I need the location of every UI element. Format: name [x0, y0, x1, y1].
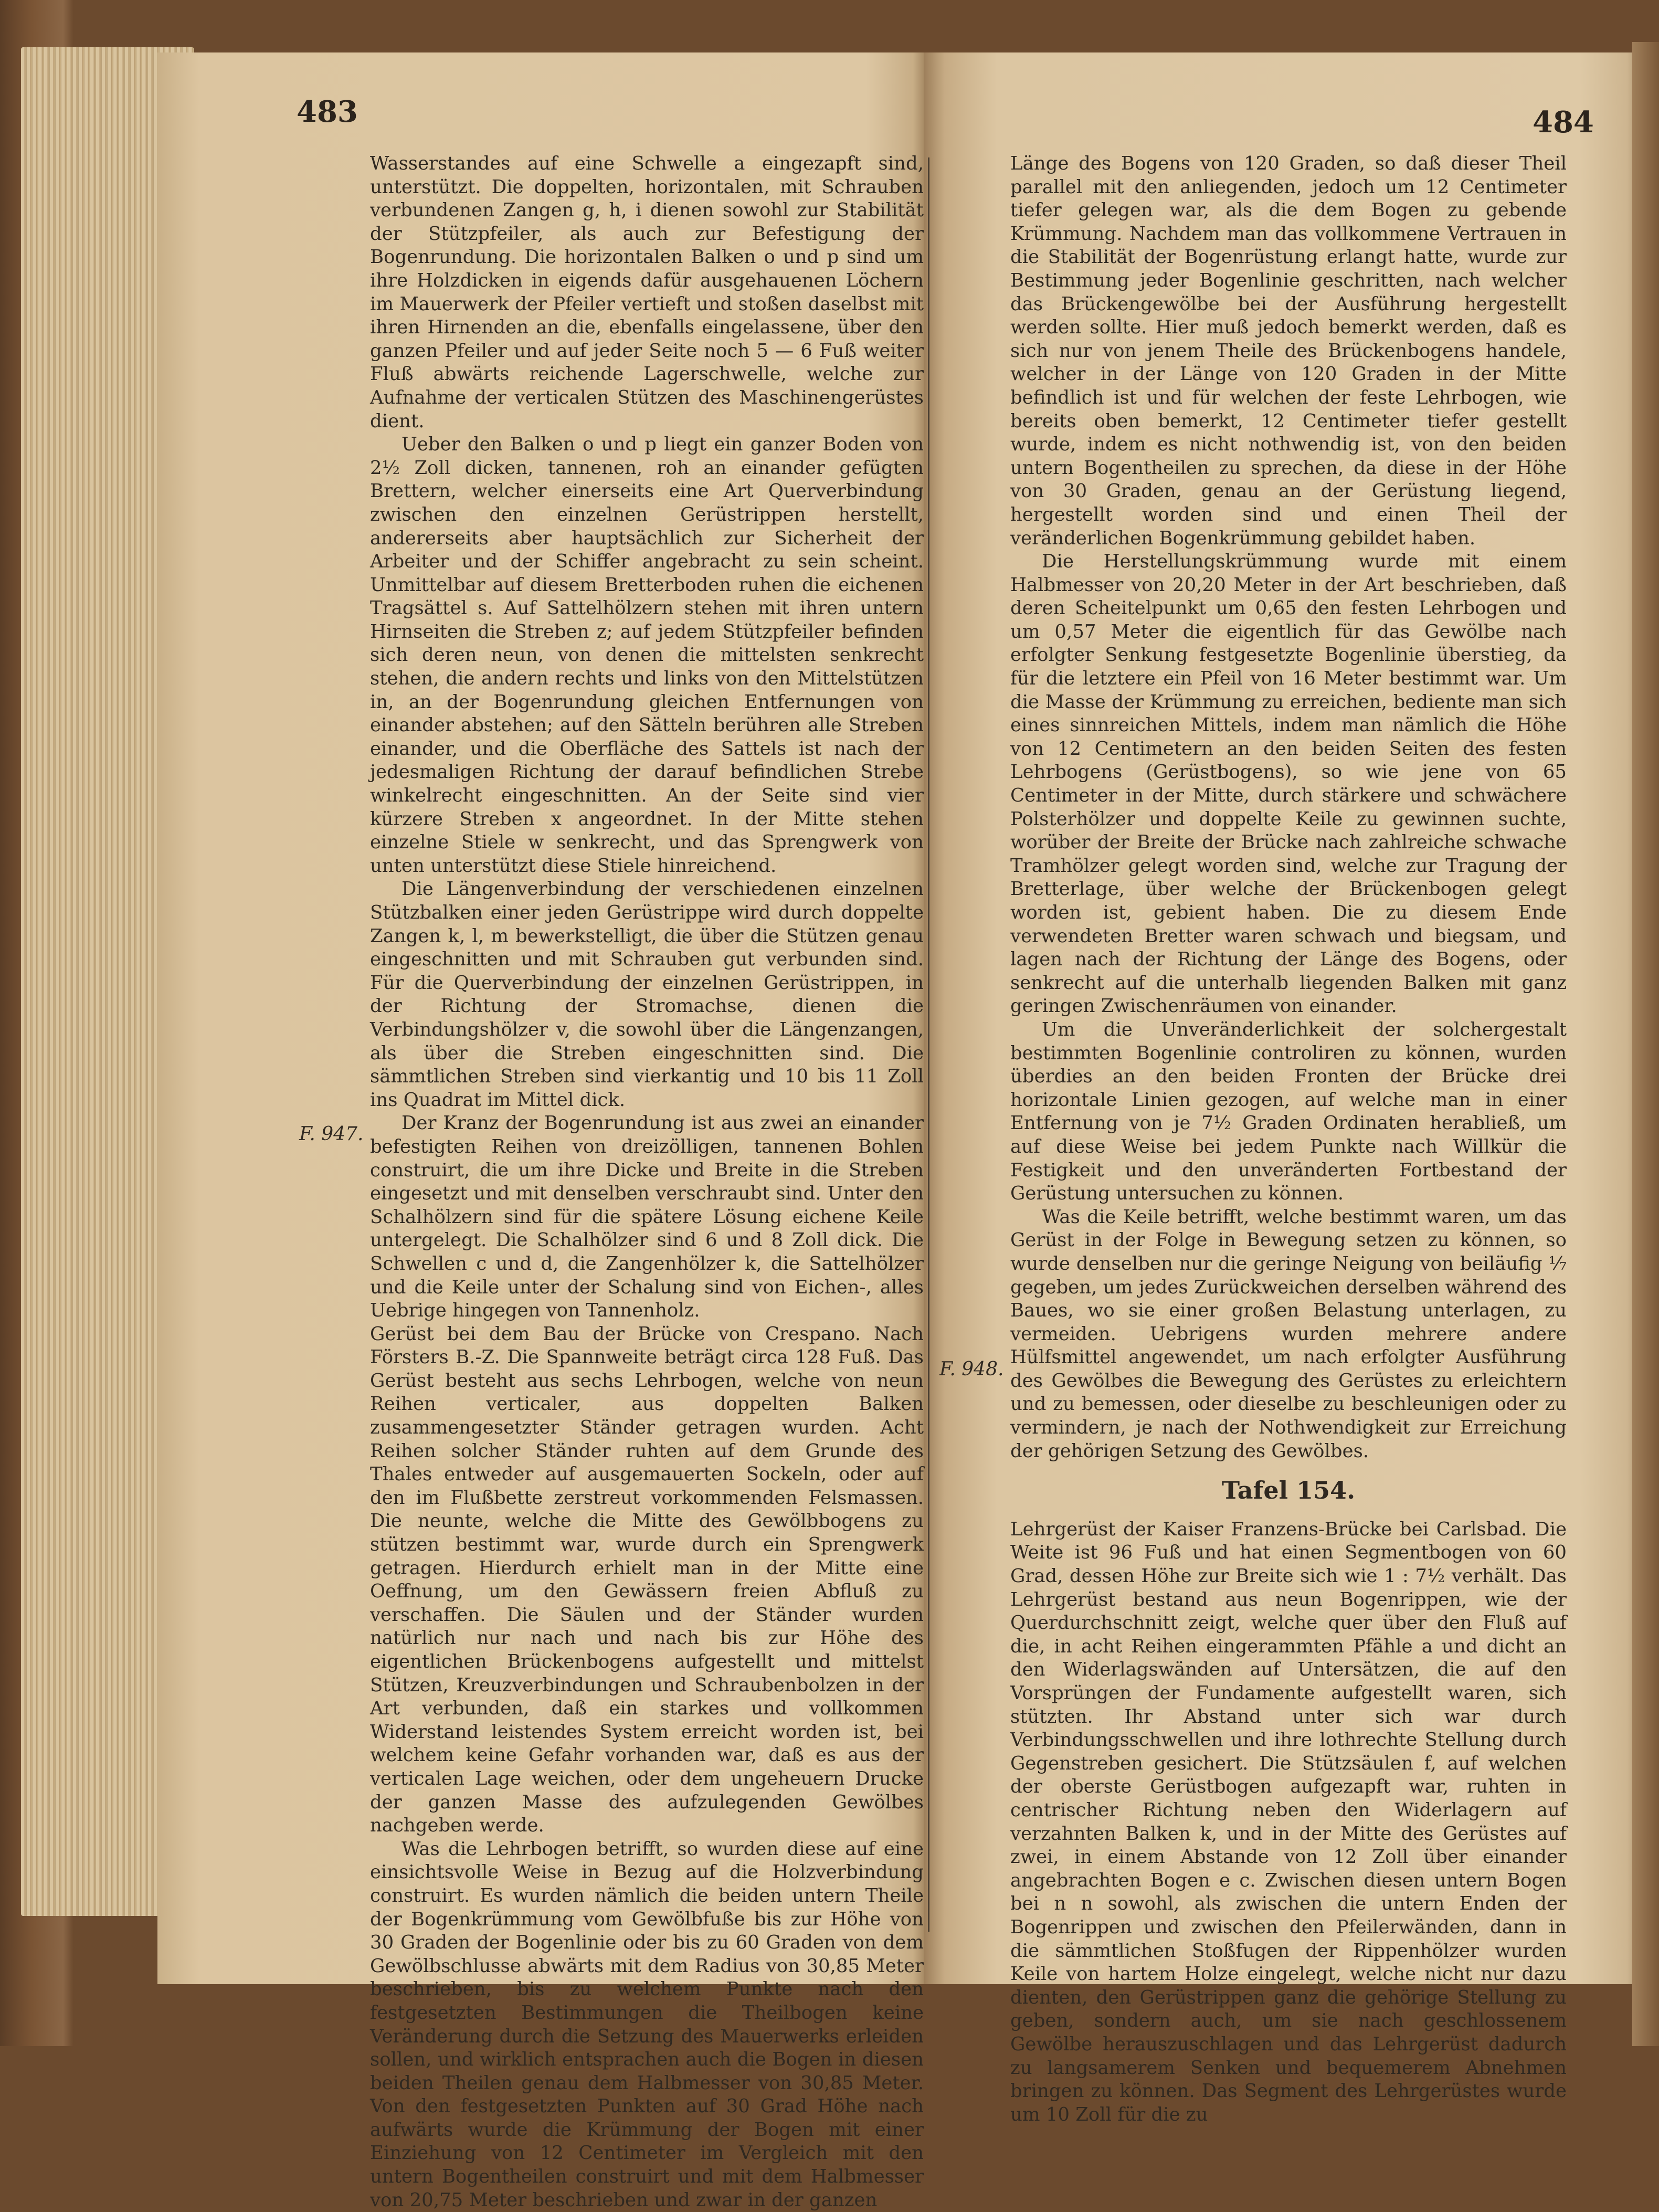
left-paragraph-2: Ueber den Balken o und p liegt ein ganzer Boden von 2½ Zoll dicken, tannenen, roh an einander gefügten Brettern, welcher einerseits eine Art Querverbindung zwischen den einzelnen Gerüstrippen herstellt, andererseits aber hauptsächlich zur Sicherheit der Arbeiter und der Schiffer angebracht zu sein scheint. Unmittelbar auf diesem Bretterboden ruhen die eichenen Tragsättel s. Auf Sattelhölzern stehen mit ihren untern Hirnseiten die Streben z; auf jedem Stützpfeiler befinden sich deren neun, von denen die mittelsten senkrecht stehen, die andern rechts und links von den Mittelstützen in, an der Bogenrundung gleichen Entfernungen von einander abstehen; auf den Sätteln berühren alle Streben einander, und die Oberfläche des Sattels ist nach der jedesmaligen Richtung der darauf befindlichen Strebe winkelrecht eingeschnitten. An der Seite sind vier kürzere Streben x angeordnet. In der Mitte stehen einzelne Stiele w senkrecht, und das Sprengwerk von unten unterstützt diese Stiele hinreichend.: [370, 434, 924, 877]
right-paragraph-2: Die Herstellungskrümmung wurde mit einem Halbmesser von 20,20 Meter in der Art beschrieben, daß deren Scheitelpunkt um 0,65 den festen Lehrbogen und um 0,57 Meter die eigentlich für das Gewölbe nach erfolgter Senkung festgesetzte Bogenlinie überstieg, da für die letztere ein Pfeil von 16 Meter bestimmt war. Um die Masse der Krümmung zu erreichen, bediente man sich eines sinnreichen Mittels, indem man nämlich die Höhe von 12 Centimetern an den beiden Seiten des festen Lehrbogens (Gerüstbogens), so wie jene von 65 Centimeter in der Mitte, durch stärkere und schwächere Polsterhölzer und doppelte Keile zu gewinnen suchte, worüber der Breite der Brücke nach zahlreiche schwache Tramhölzer gelegt worden sind, welche zur Tragung der Bretterlage, über welche der Brückenbogen gelegt worden ist, gebient haben. Die zu diesem Ende verwendeten Bretter waren schwach und biegsam, und lagen nach der Richtung der Länge des Bogens, oder senkrecht auf die unterhalb liegenden Balken mit ganz geringen Zwischenräumen von einander.: [1010, 551, 1567, 1017]
figure-tag-947: F. 947.: [299, 1123, 364, 1145]
right-paragraph-4: Was die Keile betrifft, welche bestimmt waren, um das Gerüst in der Folge in Bewegung setzen zu können, so wurde denselben nur die geringe Neigung von beiläufig ⅐ gegeben, um jedes Zurückweichen derselben während des Baues, wo sie einer großen Belastung unterlagen, zu vermeiden. Uebrigens wurden mehrere andere Hülfsmittel angewendet, um nach erfolgter Ausführung des Gewölbes die Bewegung des Gerüstes zu erleichtern und zu bemessen, oder dieselbe zu beschleunigen oder zu vermindern, je nach der Nothwendigkeit zur Erreichung der gehörigen Setzung des Gewölbes.: [1010, 1206, 1567, 1462]
left-page-number: 483: [297, 94, 358, 129]
left-text-column: [370, 152, 924, 2212]
right-paragraph-1: Länge des Bogens von 120 Graden, so daß dieser Theil parallel mit den anliegenden, jedoch um 12 Centimeter tiefer gelegen war, als die dem Bogen zu gebende Krümmung. Nachdem man das vollkommene Vertrauen in die Stabilität der Bogenrüstung erlangt hatte, wurde zur Bestimmung jeder Bogenlinie geschritten, nach welcher das Brückengewölbe bei der Ausführung hergestellt werden sollte. Hier muß jedoch bemerkt werden, daß es sich nur von jenem Theile des Brückenbogens handele, welcher in der Länge von 120 Graden in der Mitte befindlich ist und für welchen der feste Lehrbogen, wie bereits oben bemerkt, 12 Centimeter tiefer gestellt wurde, indem es nicht nothwendig ist, von den beiden untern Bogentheilen zu sprechen, da diese in der Höhe von 30 Graden, genau an der Gerüstung liegend, hergestellt worden sind und einen Theil der veränderlichen Bogenkrümmung gebildet haben.: [1010, 153, 1567, 549]
column-rule: [928, 157, 929, 1932]
left-paragraph-5: Gerüst bei dem Bau der Brücke von Crespano. Nach Försters B.-Z. Die Spannweite beträgt circa 128 Fuß. Das Gerüst besteht aus sechs Lehrbogen, welche von neun Reihen verticaler, aus doppelten Balken zusammengesetzter Ständer getragen wurden. Acht Reihen solcher Ständer ruhten auf dem Grunde des Thales entweder auf ausgemauerten Sockeln, oder auf den im Flußbette zerstreut vorkommenden Felsmassen. Die neunte, welche die Mitte des Gewölbbogens zu stützen bestimmt war, wurde durch ein Sprengwerk getragen. Hierdurch erhielt man in der Mitte eine Oeffnung, um den Gewässern freien Abfluß zu verschaffen. Die Säulen und der Ständer wurden natürlich nur nach und nach bis zur Höhe des eigentlichen Brückenbogens aufgestellt und mittelst Stützen, Kreuzverbindungen und Schraubenbolzen in der Art verbunden, daß ein starkes und vollkommen Widerstand leistendes System erreicht worden ist, bei welchem keine Gefahr vorhanden war, daß es aus der verticalen Lage weichen, oder dem ungeheuern Drucke der ganzen Masse des aufzulegenden Gewölbes nachgeben werde.: [370, 1323, 924, 1837]
right-paragraph-5: Lehrgerüst der Kaiser Franzens-Brücke bei Carlsbad. Die Weite ist 96 Fuß und hat einen Segmentbogen von 60 Grad, dessen Höhe zur Breite sich wie 1 : 7½ verhält. Das Lehrgerüst bestand aus neun Bogenrippen, wie der Querdurchschnitt zeigt, welche quer über den Fluß auf die, in acht Reihen eingerammten Pfähle a und dicht an den Widerlagswänden auf Untersätzen, die auf den Vorsprüngen der Fundamente aufgestellt waren, sich stützten. Ihr Abstand unter sich war durch Verbindungsschwellen und ihre lothrechte Stellung durch Gegenstreben gesichert. Die Stützsäulen f, auf welchen der oberste Gerüstbogen aufgezapft war, ruhten in centrischer Richtung neben den Widerlagern auf verzahnten Balken k, und in der Mitte des Gerüstes auf zwei, in einem Abstande von 12 Zoll über einander angebrachten Bogen e c. Zwischen diesen untern Bogen bei n n sowohl, als zwischen die untern Enden der Bogenrippen und zwischen den Pfeilerwänden, dann in die sämmtlichen Stoßfugen der Rippenhölzer wurden Keile von hartem Holze eingelegt, welche nicht nur dazu dienten, den Gerüstrippen ganz die gehörige Stellung zu geben, sondern auch, um sie nach geschlossenem Gewölbe herauszuschlagen und das Lehrgerüst dadurch zu langsamerem Senken und bequemerem Abnehmen bringen zu können. Das Segment des Lehrgerüstes wurde um 10 Zoll für die zu: [1010, 1518, 1567, 2125]
figure-tag-948: F. 948.: [939, 1358, 1004, 1380]
right-page-number: 484: [1533, 105, 1594, 140]
left-paragraph-1: Wasserstandes auf eine Schwelle a eingezapft sind, unterstützt. Die doppelten, horizontalen, mit Schrauben verbundenen Zangen g, h, i dienen sowohl zur Stabilität der Stützpfeiler, als auch zur Befestigung der Bogenrundung. Die horizontalen Balken o und p sind um ihre Holzdicken in eigends dafür ausgehauenen Löchern im Mauerwerk der Pfeiler vertieft und stoßen daselbst mit ihren Hirnenden an die, ebenfalls eingelassene, über den ganzen Pfeiler und auf jeder Seite noch 5 — 6 Fuß weiter Fluß abwärts reichende Lagerschwelle, welche zur Aufnahme der verticalen Stützen des Maschinengerüstes dient.: [370, 153, 924, 432]
right-page-rim: [1632, 42, 1659, 2046]
left-paragraph-6: Was die Lehrbogen betrifft, so wurden diese auf eine einsichtsvolle Weise in Bezug auf die Holzverbindung construirt. Es wurden nämlich die beiden untern Theile der Bogenkrümmung vom Gewölbfuße bis zur Höhe von 30 Graden der Bogenlinie oder bis zu 60 Graden von dem Gewölbschlusse abwärts mit dem Radius von 30,85 Meter beschrieben, bis zu welchem Punkte nach den festgesetzten Bestimmungen die Theilbogen keine Veränderung durch die Setzung des Mauerwerks erleiden sollen, und wirklich entsprachen auch die Bogen in diesen beiden Theilen genau dem Halbmesser von 30,85 Meter. Von den festgesetzten Punkten auf 30 Grad Höhe nach aufwärts wurde die Krümmung der Bogen mit einer Einziehung von 12 Centimeter im Vergleich mit den untern Bogentheilen construirt und mit dem Halbmesser von 20,75 Meter beschrieben und zwar in der ganzen: [370, 1838, 924, 2211]
left-paragraph-3: Die Längenverbindung der verschiedenen einzelnen Stützbalken einer jeden Gerüstrippe wird durch doppelte Zangen k, l, m bewerkstelligt, die über die Stützen genau eingeschnitten und mit Schrauben gut verbunden sind. Für die Querverbindung der einzelnen Gerüstrippen, in der Richtung der Stromachse, dienen die Verbindungshölzer v, die sowohl über die Längenzangen, als über die Streben eingeschnitten sind. Die sämmtlichen Streben sind vierkantig und 10 bis 11 Zoll ins Quadrat im Mittel dick.: [370, 878, 924, 1111]
right-text-column: [1010, 152, 1567, 2126]
right-paragraph-3: Um die Unveränderlichkeit der solchergestalt bestimmten Bogenlinie controliren zu können, wurden überdies an den beiden Fronten der Brücke drei horizontale Linien gezogen, auf welche man in einer Entfernung von je 7½ Graden Ordinaten herabließ, um auf diese Weise bei jedem Punkte nach Willkür die Festigkeit und den unveränderten Fortbestand der Gerüstung untersuchen zu können.: [1010, 1018, 1567, 1205]
plate-heading: Tafel 154.: [1221, 1476, 1356, 1505]
left-paragraph-4: Der Kranz der Bogenrundung ist aus zwei an einander befestigten Reihen von dreizölligen, tannenen Bohlen construirt, die um ihre Dicke und Breite in die Streben eingesetzt und mit denselben verschraubt sind. Unter den Schalhölzern sind für die spätere Lösung eichene Keile untergelegt. Die Schalhölzer sind 6 und 8 Zoll dick. Die Schwellen c und d, die Zangenhölzer k, die Sattelhölzer und die Keile unter der Schalung sind von Eichen-, alles Uebrige hingegen von Tannenholz.: [370, 1112, 924, 1322]
